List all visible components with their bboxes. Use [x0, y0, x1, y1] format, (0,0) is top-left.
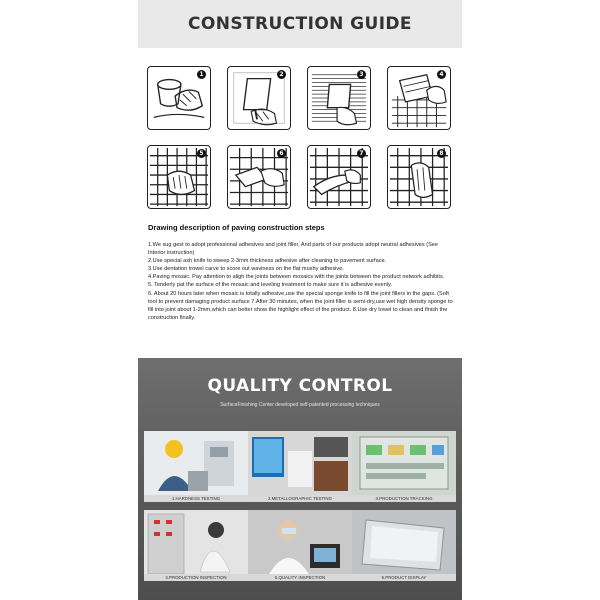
photo-caption: 1.HARDNESS TESTING — [144, 495, 248, 502]
production-inspection-photo — [144, 510, 248, 581]
step-4-illustration — [387, 66, 451, 130]
step-6-illustration — [227, 145, 291, 209]
steel-sheet-image — [352, 510, 456, 581]
quality-control-subtitle: SurfaceFinishing Center developed self-patented processing techniques — [220, 402, 380, 408]
lab-worker-image — [248, 510, 352, 581]
control-panel-image — [144, 510, 248, 581]
description-paragraph: 6. About 20 hours later when mosaic is totally adhesive,use the special sponge knife to fill the joint fillers in the gaps. (Soft tool to prevent damaging product surface 7.After 30 minutes, when the joint filler is semi-dry,use wet high density sponge to fill into joint about 1-2mm,which can better show the highlight effect of the product. 8.Use dry towel to clean and finish the construction finally. — [148, 290, 453, 321]
step-number: 1 — [197, 70, 206, 79]
description-body — [148, 241, 454, 322]
photo-caption: 2.METALLOGRAPHIC TESTING — [248, 495, 352, 502]
photo-caption: 4.PRODUCTION INSPECTION — [144, 574, 248, 581]
construction-guide-header — [138, 0, 462, 48]
hardness-testing-photo — [144, 431, 248, 502]
microscope-monitor-image — [248, 431, 352, 502]
quality-control-title: QUALITY CONTROL — [207, 376, 393, 396]
step-2-illustration — [227, 66, 291, 130]
product-page — [138, 0, 462, 600]
step-number: 7 — [357, 149, 366, 158]
description-paragraph: 1.We sug gest to adopt professional adhesives and joint filler, And parts of our products adopt neutral adhesives (See Interior instruction) — [148, 242, 439, 257]
product-display-photo — [352, 510, 456, 581]
description-heading: Drawing description of paving construction steps — [148, 223, 325, 232]
step-number: 3 — [357, 70, 366, 79]
quality-control-section — [138, 358, 462, 600]
description-paragraph: 2.Use special ash knife to sweep 2-3mm thickness adhesive after cleaning to pavement surface. — [148, 258, 387, 265]
production-tracking-photo — [352, 431, 456, 502]
step-number: 4 — [437, 70, 446, 79]
construction-guide-title: CONSTRUCTION GUIDE — [188, 14, 412, 34]
photo-caption: 5.QUALITY INSPECTION — [248, 574, 352, 581]
step-number: 6 — [277, 149, 286, 158]
step-1-illustration — [147, 66, 211, 130]
step-number: 8 — [437, 149, 446, 158]
step-3-illustration — [307, 66, 371, 130]
quality-inspection-photo — [248, 510, 352, 581]
step-number: 5 — [197, 149, 206, 158]
tracking-screen-image — [352, 431, 456, 502]
description-paragraph: 5. Tenderly pat the surface of the mosaic and leveling treatment to make sure it is adhesive evenly. — [148, 282, 392, 289]
description-paragraph: 3.Use dentation trowel carve to score out waviness on the flat mushy adhesive. — [148, 266, 344, 273]
step-number: 2 — [277, 70, 286, 79]
hardness-tester-image — [144, 431, 248, 502]
description-paragraph: 4.Paving mosaic. Pay attention to aligh the joints between mosaics with the joints between the product network adhibits. — [148, 274, 445, 281]
photo-caption: 6.PRODUCT DISPLAY — [352, 574, 456, 581]
metallographic-testing-photo — [248, 431, 352, 502]
step-5-illustration — [147, 145, 211, 209]
photo-caption: 3.PRODUCTION TRACKING — [352, 495, 456, 502]
step-8-illustration — [387, 145, 451, 209]
step-7-illustration — [307, 145, 371, 209]
